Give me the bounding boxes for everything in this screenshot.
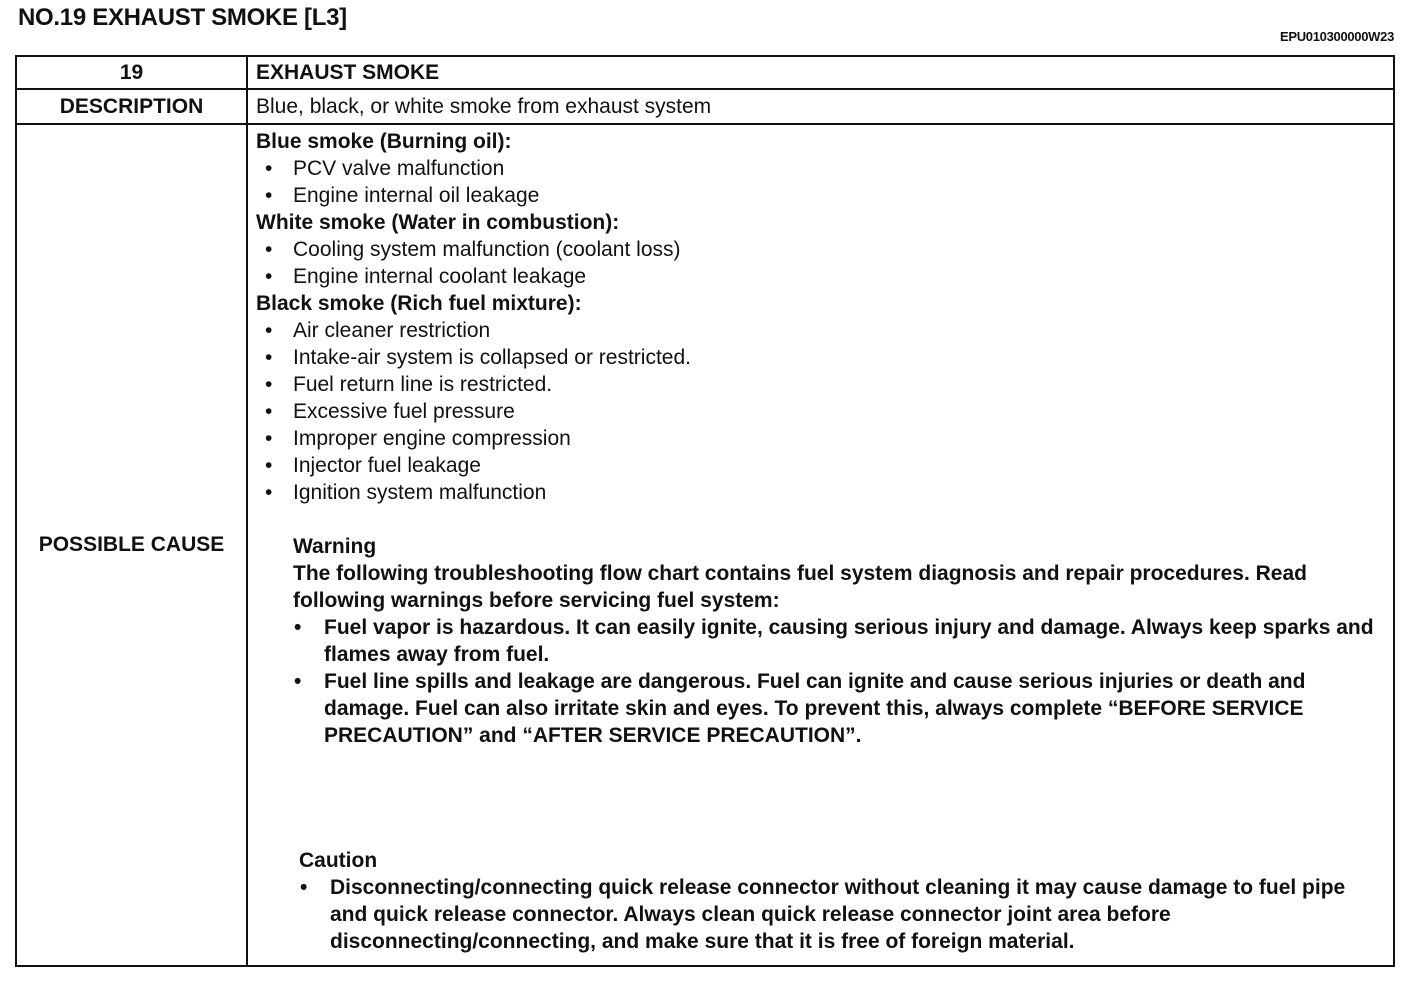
troubleshooting-table bbox=[15, 55, 1395, 967]
possible-cause-cell bbox=[247, 124, 1394, 966]
document-code: EPU010300000W23 bbox=[1279, 29, 1394, 44]
list-item: • Improper engine compression bbox=[256, 425, 1379, 452]
list-item: • Fuel line spills and leakage are dangerous. Fuel can ignite and cause serious injuries or death and damage. Fuel can also irritate skin and eyes. To prevent this, always complete “BEFORE SERVICE PRECAUTION” and “AFTER SERVICE PRECAUTION”. bbox=[293, 668, 1379, 749]
item-number: 19 bbox=[16, 56, 247, 89]
list-item: • Fuel return line is restricted. bbox=[256, 371, 1379, 398]
list-item: • Disconnecting/connecting quick release connector without cleaning it may cause damage to fuel pipe and quick release connector. Always clean quick release connector joint area before disconnecting/connecting, and make sure that it is free of foreign material. bbox=[299, 874, 1379, 955]
cause-group-title: Blue smoke (Burning oil): bbox=[256, 130, 512, 153]
list-item: • Ignition system malfunction bbox=[256, 479, 1379, 506]
cause-group-blue-smoke bbox=[256, 128, 1379, 209]
warning-list bbox=[293, 614, 1379, 749]
cause-list bbox=[256, 155, 1379, 209]
cause-group-title: White smoke (Water in combustion): bbox=[256, 211, 620, 234]
cause-list bbox=[256, 236, 1379, 290]
list-item: • Cooling system malfunction (coolant loss) bbox=[256, 236, 1379, 263]
table-header-row bbox=[16, 56, 1394, 89]
possible-cause-label: POSSIBLE CAUSE bbox=[16, 124, 247, 966]
possible-cause-content bbox=[248, 125, 1393, 955]
warning-intro: The following troubleshooting flow chart contains fuel system diagnosis and repair procedures. Read following warnings before servicing fuel system: bbox=[293, 562, 1307, 612]
cause-group-black-smoke bbox=[256, 290, 1379, 506]
description-row bbox=[16, 89, 1394, 124]
list-item: • Fuel vapor is hazardous. It can easily ignite, causing serious injury and damage. Always keep sparks and flames away from fuel. bbox=[293, 614, 1379, 668]
caution-list bbox=[299, 874, 1379, 955]
list-item: • Intake-air system is collapsed or restricted. bbox=[256, 344, 1379, 371]
cause-group-white-smoke bbox=[256, 209, 1379, 290]
list-item: • Engine internal oil leakage bbox=[256, 182, 1379, 209]
list-item: • PCV valve malfunction bbox=[256, 155, 1379, 182]
list-item: • Excessive fuel pressure bbox=[256, 398, 1379, 425]
caution-block bbox=[299, 847, 1379, 955]
item-title: EXHAUST SMOKE bbox=[247, 56, 1394, 89]
list-item: • Air cleaner restriction bbox=[256, 317, 1379, 344]
caution-title: Caution bbox=[299, 849, 378, 872]
page-title: NO.19 EXHAUST SMOKE [L3] bbox=[18, 4, 347, 31]
list-item: • Engine internal coolant leakage bbox=[256, 263, 1379, 290]
warning-title: Warning bbox=[293, 535, 377, 558]
warning-block bbox=[293, 533, 1379, 749]
cause-list bbox=[256, 317, 1379, 506]
description-text: Blue, black, or white smoke from exhaust system bbox=[247, 89, 1394, 124]
description-label: DESCRIPTION bbox=[16, 89, 247, 124]
possible-cause-row bbox=[16, 124, 1394, 966]
cause-group-title: Black smoke (Rich fuel mixture): bbox=[256, 292, 582, 315]
list-item: • Injector fuel leakage bbox=[256, 452, 1379, 479]
